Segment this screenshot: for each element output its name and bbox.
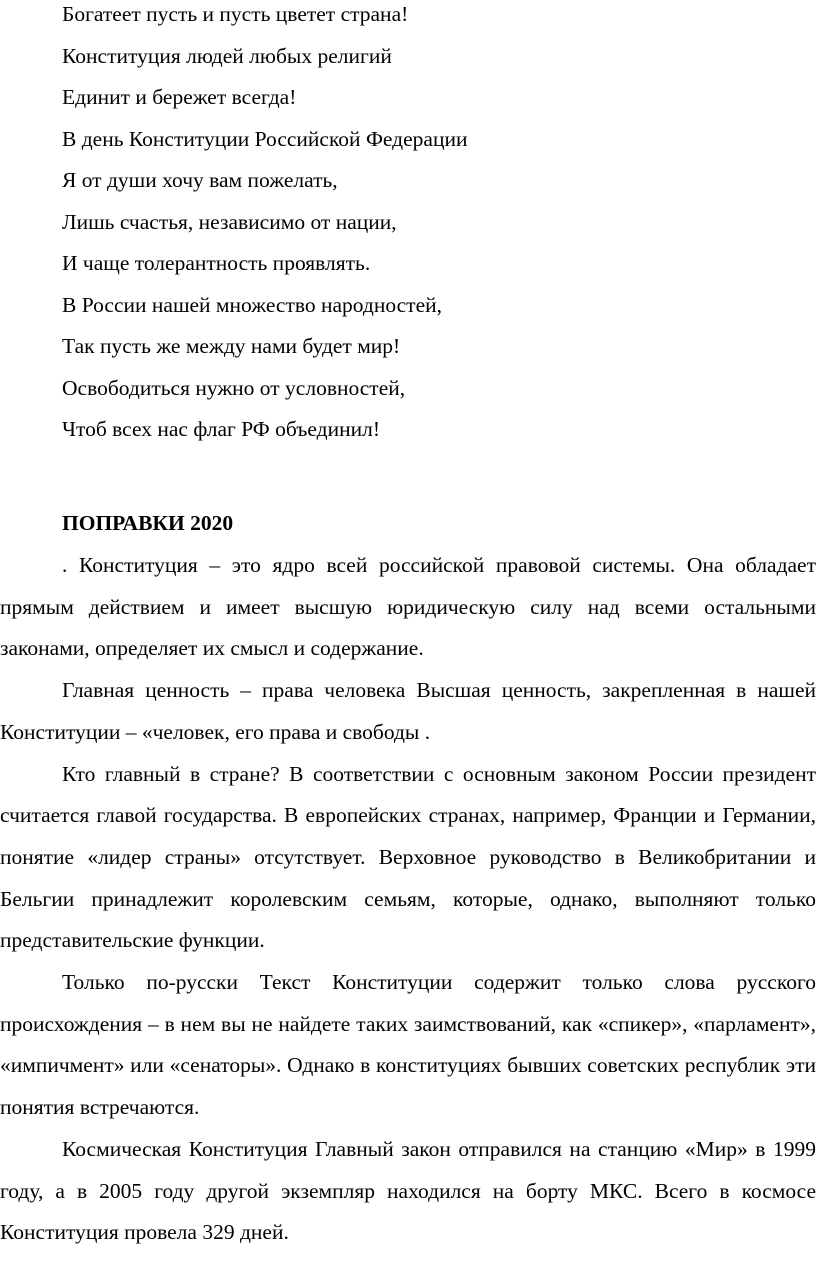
poem-line: Конституция людей любых религий (62, 43, 392, 68)
paragraph: . Конституция – это ядро всей российской правовой системы. Она обладает прямым действием и имеет высшую юридическую силу над всеми остальными законами, определяет их смысл и содержание. (0, 553, 816, 661)
paragraph: Главная ценность – права человека Высшая ценность, закрепленная в нашей Конституции – «человек, его права и свободы . (0, 678, 816, 744)
section-heading: ПОПРАВКИ 2020 (62, 511, 234, 535)
poem-line: Лишь счастья, независимо от нации, (62, 209, 397, 234)
poem-line: Чтоб всех нас флаг РФ объединил! (62, 417, 381, 441)
poem-line: В России нашей множество народностей, (62, 292, 442, 317)
poem-line: Богатеет пусть и пусть цветет страна! (62, 2, 409, 26)
poem-line: Единит и бережет всегда! (62, 85, 297, 109)
poem-line: И чаще толерантность проявлять. (62, 251, 371, 275)
paragraph: Только по-русски Текст Конституции содержит только слова русского происхождения – в нем вы не найдете таких заимствований, как «спикер», «парламент», «импичмент» или «сенаторы». Однако в конституциях бывших советских республик эти понятия встречаются. (0, 970, 816, 1120)
section-body (0, 545, 816, 1254)
paragraph: Космическая Конституция Главный закон отправился на станцию «Мир» в 1999 году, а в 2005 году другой экземпляр находился на борту МКС. Всего в космосе Конституция провела 329 дней. (0, 1136, 816, 1245)
poem-line: Освободиться нужно от условностей, (62, 375, 406, 400)
poem-line: Так пусть же между нами будет мир! (62, 334, 401, 358)
poem-line: Я от души хочу вам пожелать, (62, 168, 338, 192)
poem (62, 0, 802, 451)
paragraph: Кто главный в стране? В соответствии с основным законом России президент считается главой государства. В европейских странах, например, Франции и Германии, понятие «лидер страны» отсутствует. Верховное руководство в Великобритании и Бельгии принадлежит королевским семьям, которые, однако, выполняют только представительские функции. (0, 761, 816, 953)
poem-line: В день Конституции Российской Федерации (62, 126, 468, 151)
